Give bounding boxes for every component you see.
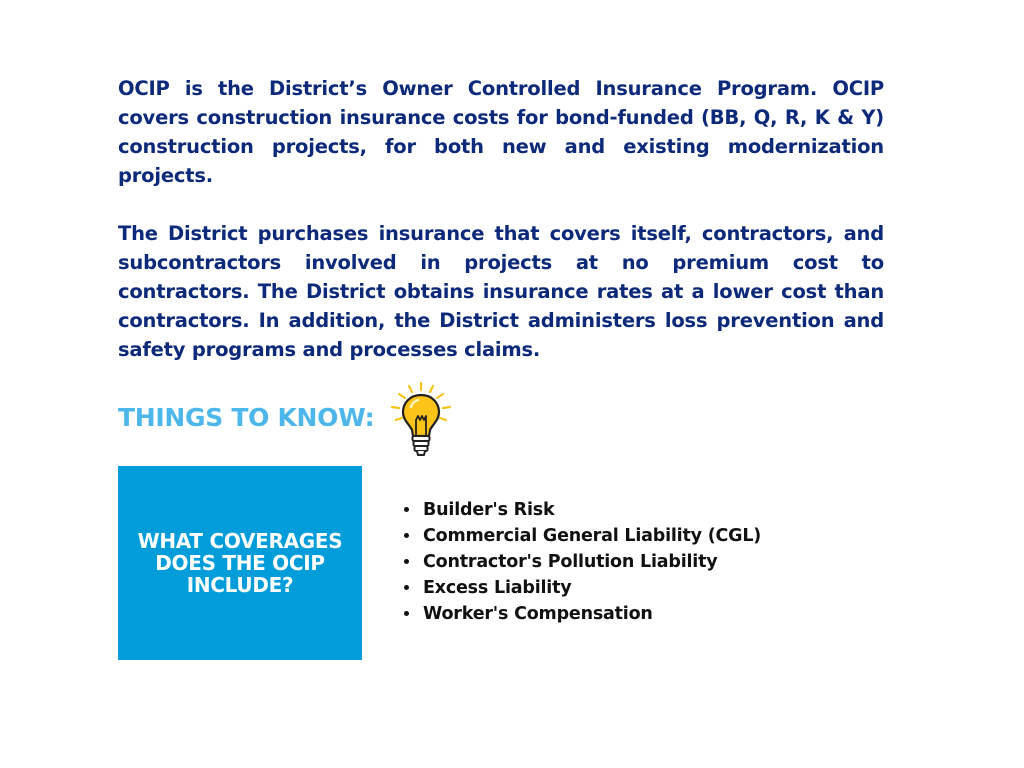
coverage-list — [401, 497, 761, 627]
intro-paragraph-1: OCIP is the District’s Owner Controlled Insurance Program. OCIP covers construction insurance costs for bond-funded (BB, Q, R, K & Y) construction projects, for both new and existing modernization projects. — [118, 77, 884, 187]
coverage-question: WHAT COVERAGES DOES THE OCIP INCLUDE? — [137, 529, 343, 597]
coverage-question-box — [118, 466, 362, 660]
coverage-item-builders-risk: • Builder's Risk — [421, 497, 761, 523]
coverage-item-workers-compensation: • Worker's Compensation — [421, 601, 761, 627]
lightbulb-icon — [387, 380, 455, 460]
coverage-item-pollution-liability: • Contractor's Pollution Liability — [421, 549, 761, 575]
intro-paragraph-2: The District purchases insurance that covers itself, contractors, and subcontractors involved in projects at no premium cost to contractors. The District obtains insurance rates at a lower cost than contractors. In addition, the District administers loss prevention and safety programs and processes claims. — [118, 222, 884, 361]
coverage-item-cgl: • Commercial General Liability (CGL) — [421, 523, 761, 549]
things-to-know-heading: THINGS TO KNOW: — [118, 403, 375, 432]
coverage-item-excess-liability: • Excess Liability — [421, 575, 761, 601]
